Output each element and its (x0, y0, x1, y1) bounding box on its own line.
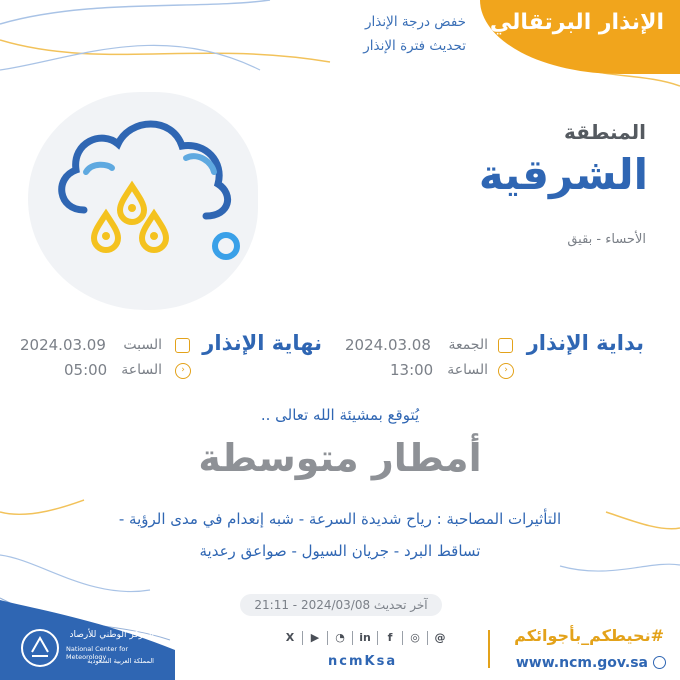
warning-start-title: بداية الإنذار (526, 331, 644, 355)
warning-start-time-label: الساعة (447, 362, 488, 378)
warning-end-time: 05:00 (64, 361, 108, 379)
warning-end-date: 2024.03.09 (20, 336, 106, 354)
warning-end-day: السبت (123, 337, 162, 353)
footer-divider (488, 630, 490, 668)
region-name: الشرقية (478, 150, 648, 199)
note-downgrade: خفض درجة الإنذار (365, 14, 466, 30)
website-link[interactable]: www.ncm.gov.sa (515, 655, 648, 671)
clock-icon: › (498, 363, 514, 379)
social-handle[interactable]: ncmKsa (328, 654, 398, 669)
region-sub-areas: الأحساء - بقيق (567, 232, 646, 247)
clock-icon: › (175, 363, 191, 379)
warning-end-time-label: الساعة (121, 362, 162, 378)
effects-line-2: تساقط البرد - جريان السيول - صواعق رعدية (199, 542, 481, 560)
warning-start-date: 2024.03.08 (345, 336, 431, 354)
warning-level-title: الإنذار البرتقالي (489, 10, 664, 35)
note-period-update: تحديث فترة الإنذار (363, 38, 466, 54)
globe-icon (653, 656, 666, 669)
forecast-phenomenon: أمطار متوسطة (198, 436, 482, 480)
youtube-icon[interactable]: ▶ (310, 631, 320, 644)
linkedin-icon[interactable]: in (359, 631, 371, 644)
instagram-icon[interactable]: ◎ (410, 631, 420, 644)
x-icon[interactable]: X (285, 631, 295, 644)
warning-start-day: الجمعة (448, 337, 488, 353)
last-update: آخر تحديث 2024/03/08 - 21:11 (240, 594, 442, 616)
org-country: المملكة العربية السعودية (87, 657, 154, 665)
snapchat-icon[interactable]: ◔ (335, 631, 345, 644)
social-links (282, 630, 448, 646)
hashtag: #نحيطكم_بأجوائكم (514, 626, 664, 645)
facebook-icon[interactable]: f (387, 631, 393, 644)
warning-start-time: 13:00 (390, 361, 434, 379)
org-name-arabic: المركز الوطني للأرصاد (69, 630, 154, 640)
calendar-icon (175, 338, 190, 353)
threads-icon[interactable]: @ (434, 631, 446, 644)
ncm-seal-logo (20, 628, 60, 668)
calendar-icon (498, 338, 513, 353)
effects-line-1: التأثيرات المصاحبة : رياح شديدة السرعة - شبه إنعدام في مدى الرؤية - (118, 510, 562, 528)
rain-cloud-icon (46, 112, 256, 272)
region-label: المنطقة (564, 120, 646, 144)
forecast-intro: يُتوقع بمشيئة الله تعالى .. (260, 406, 420, 424)
org-name-english: National Center for Meteorology (66, 645, 129, 661)
warning-end-title: نهاية الإنذار (202, 331, 322, 355)
